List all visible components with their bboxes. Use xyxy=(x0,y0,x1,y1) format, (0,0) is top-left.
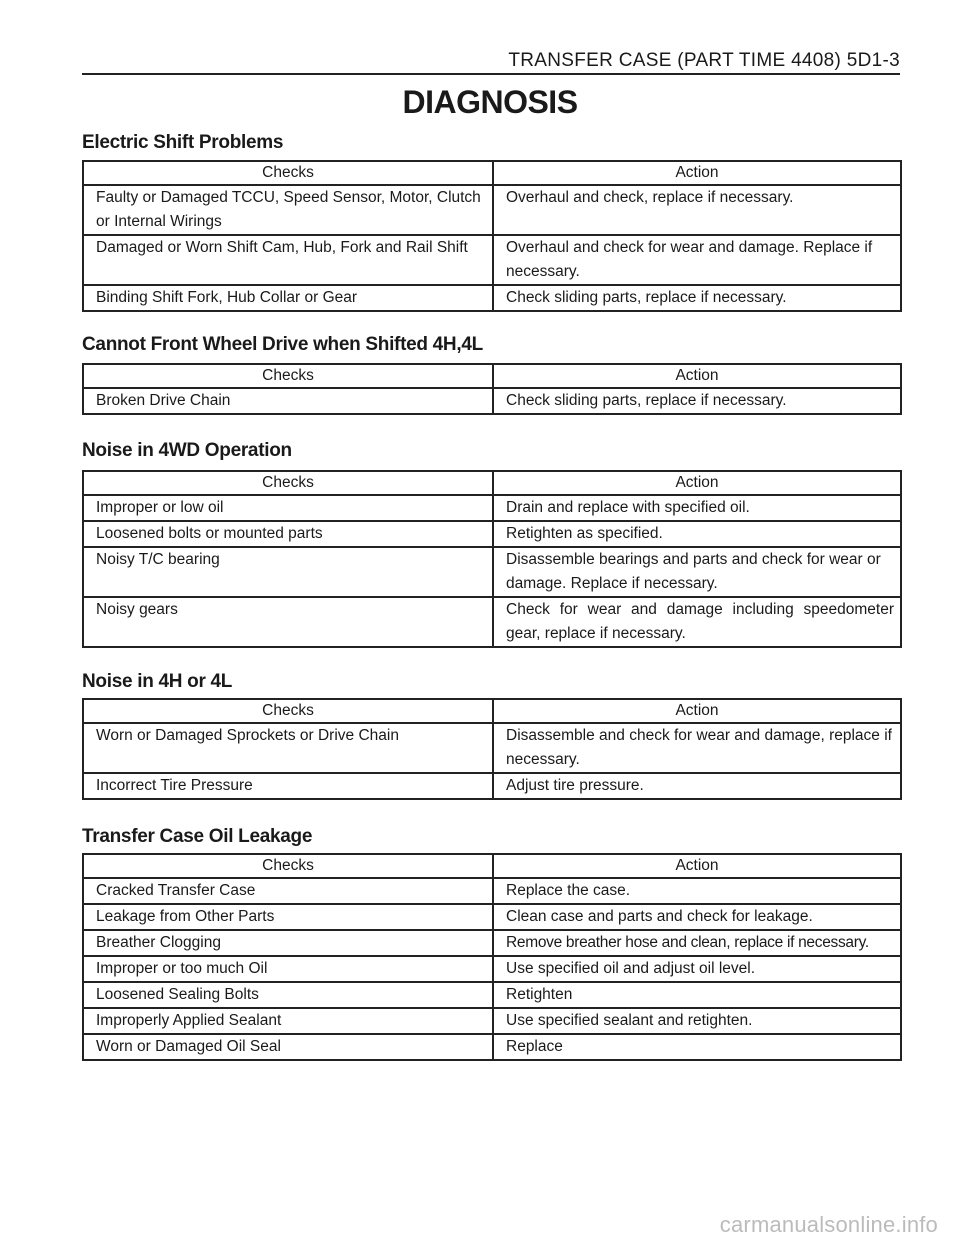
section-title-front-wheel-drive: Cannot Front Wheel Drive when Shifted 4H,4L xyxy=(82,334,483,355)
check-cell: Improperly Applied Sealant xyxy=(83,1008,493,1034)
action-cell: Remove breather hose and clean, replace if necessary. xyxy=(493,930,901,956)
check-cell: Improper or too much Oil xyxy=(83,956,493,982)
table-row xyxy=(83,1008,901,1034)
table-noise-4wd xyxy=(82,470,902,648)
action-cell: Use specified oil and adjust oil level. xyxy=(493,956,901,982)
column-header-checks: Checks xyxy=(83,161,493,185)
check-cell: Damaged or Worn Shift Cam, Hub, Fork and Rail Shift xyxy=(83,235,493,285)
table-row xyxy=(83,878,901,904)
check-cell: Incorrect Tire Pressure xyxy=(83,773,493,799)
section-title-oil-leakage: Transfer Case Oil Leakage xyxy=(82,826,313,847)
action-cell: Check sliding parts, replace if necessary. xyxy=(493,285,901,311)
action-cell: Overhaul and check for wear and damage. Replace if necessary. xyxy=(493,235,901,285)
table-row xyxy=(83,982,901,1008)
action-cell: Disassemble bearings and parts and check for wear or damage. Replace if necessary. xyxy=(493,547,901,597)
table-header-row xyxy=(83,471,901,495)
action-cell: Use specified sealant and retighten. xyxy=(493,1008,901,1034)
page-header xyxy=(82,50,900,75)
table-row xyxy=(83,547,901,597)
check-cell: Noisy gears xyxy=(83,597,493,647)
action-cell: Check sliding parts, replace if necessary. xyxy=(493,388,901,414)
table-header-row xyxy=(83,161,901,185)
action-cell: Drain and replace with specified oil. xyxy=(493,495,901,521)
check-cell: Leakage from Other Parts xyxy=(83,904,493,930)
running-title: TRANSFER CASE (PART TIME 4408) 5D1-3 xyxy=(508,50,900,71)
table-noise-4h-4l xyxy=(82,698,902,800)
check-cell: Improper or low oil xyxy=(83,495,493,521)
page-title: DIAGNOSIS xyxy=(402,84,578,120)
column-header-action: Action xyxy=(493,471,901,495)
table-row xyxy=(83,956,901,982)
table-row xyxy=(83,285,901,311)
column-header-action: Action xyxy=(493,699,901,723)
table-row xyxy=(83,723,901,773)
column-header-checks: Checks xyxy=(83,364,493,388)
check-cell: Breather Clogging xyxy=(83,930,493,956)
action-cell: Replace xyxy=(493,1034,901,1060)
table-front-wheel-drive xyxy=(82,363,902,415)
check-cell: Faulty or Damaged TCCU, Speed Sensor, Motor, Clutch or Internal Wirings xyxy=(83,185,493,235)
table-row xyxy=(83,1034,901,1060)
action-cell: Overhaul and check, replace if necessary. xyxy=(493,185,901,235)
column-header-checks: Checks xyxy=(83,699,493,723)
table-electric-shift xyxy=(82,160,902,312)
action-cell: Replace the case. xyxy=(493,878,901,904)
table-header-row xyxy=(83,854,901,878)
table-row xyxy=(83,904,901,930)
action-cell: Check for wear and damage including speedometer gear, replace if necessary. xyxy=(493,597,901,647)
table-row xyxy=(83,773,901,799)
check-cell: Broken Drive Chain xyxy=(83,388,493,414)
action-cell: Adjust tire pressure. xyxy=(493,773,901,799)
table-row xyxy=(83,521,901,547)
column-header-action: Action xyxy=(493,364,901,388)
action-cell: Retighten as specified. xyxy=(493,521,901,547)
check-cell: Noisy T/C bearing xyxy=(83,547,493,597)
table-row xyxy=(83,388,901,414)
table-header-row xyxy=(83,364,901,388)
check-cell: Binding Shift Fork, Hub Collar or Gear xyxy=(83,285,493,311)
table-row xyxy=(83,185,901,235)
section-title-noise-4wd: Noise in 4WD Operation xyxy=(82,440,292,461)
table-row xyxy=(83,495,901,521)
table-row xyxy=(83,597,901,647)
check-cell: Worn or Damaged Sprockets or Drive Chain xyxy=(83,723,493,773)
column-header-checks: Checks xyxy=(83,854,493,878)
check-cell: Loosened bolts or mounted parts xyxy=(83,521,493,547)
check-cell: Loosened Sealing Bolts xyxy=(83,982,493,1008)
column-header-action: Action xyxy=(493,161,901,185)
action-cell: Retighten xyxy=(493,982,901,1008)
column-header-checks: Checks xyxy=(83,471,493,495)
watermark: carmanualsonline.info xyxy=(719,1212,938,1237)
section-title-electric-shift: Electric Shift Problems xyxy=(82,132,284,153)
table-header-row xyxy=(83,699,901,723)
action-cell: Disassemble and check for wear and damage, replace if necessary. xyxy=(493,723,901,773)
table-row xyxy=(83,235,901,285)
table-oil-leakage xyxy=(82,853,902,1061)
action-cell: Clean case and parts and check for leakage. xyxy=(493,904,901,930)
check-cell: Worn or Damaged Oil Seal xyxy=(83,1034,493,1060)
table-row xyxy=(83,930,901,956)
section-title-noise-4h-4l: Noise in 4H or 4L xyxy=(82,671,233,692)
check-cell: Cracked Transfer Case xyxy=(83,878,493,904)
column-header-action: Action xyxy=(493,854,901,878)
